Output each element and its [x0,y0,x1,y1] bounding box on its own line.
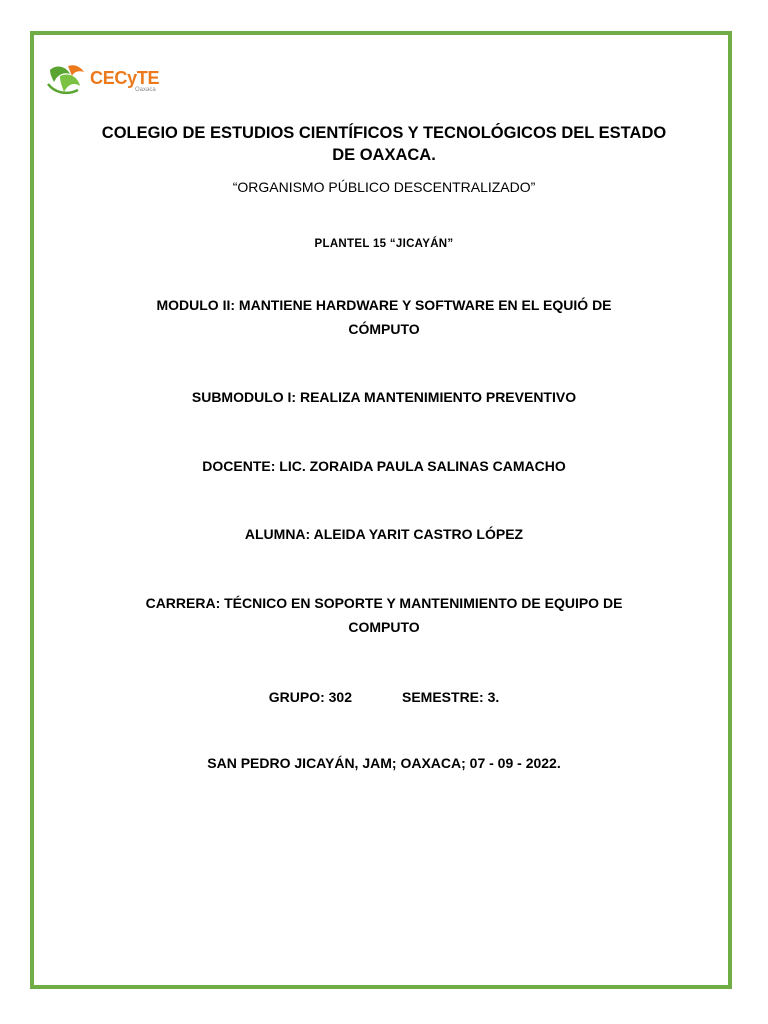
cecyte-logo [46,62,176,100]
submodulo-line: SUBMODULO I: REALIZA MANTENIMIENTO PREVENTIVO [191,389,577,405]
cecyte-leaf-icon [46,62,90,100]
grupo-semestre-line [80,685,688,709]
logo-text [90,68,159,89]
plantel-line: PLANTEL 15 “JICAYÁN” [314,238,454,250]
logo-text-part2: yTE [127,68,160,88]
institution-title: COLEGIO DE ESTUDIOS CIENTÍFICOS Y TECNOLÓGICOS DEL ESTADO DE OAXACA. [101,124,667,164]
carrera-line: CARRERA: TÉCNICO EN SOPORTE Y MANTENIMIENTO DE EQUIPO DE COMPUTO [145,595,623,635]
docente-line: DOCENTE: LIC. ZORAIDA PAULA SALINAS CAMACHO [202,458,566,474]
page-border [30,31,732,989]
logo-subtitle: Oaxaca [135,87,156,93]
organismo-line: “ORGANISMO PÚBLICO DESCENTRALIZADO” [232,179,536,195]
semestre-text: SEMESTRE: 3. [402,689,500,705]
grupo-text: GRUPO: 302 [268,689,352,705]
alumna-line: ALUMNA: ALEIDA YARIT CASTRO LÓPEZ [244,526,524,542]
logo-text-part1: CEC [90,68,128,88]
modulo-line: MODULO II: MANTIENE HARDWARE Y SOFTWARE EN EL EQUIÓ DE CÓMPUTO [156,297,612,337]
place-date-line: SAN PEDRO JICAYÁN, JAM; OAXACA; 07 - 09 - 2022. [207,755,561,771]
